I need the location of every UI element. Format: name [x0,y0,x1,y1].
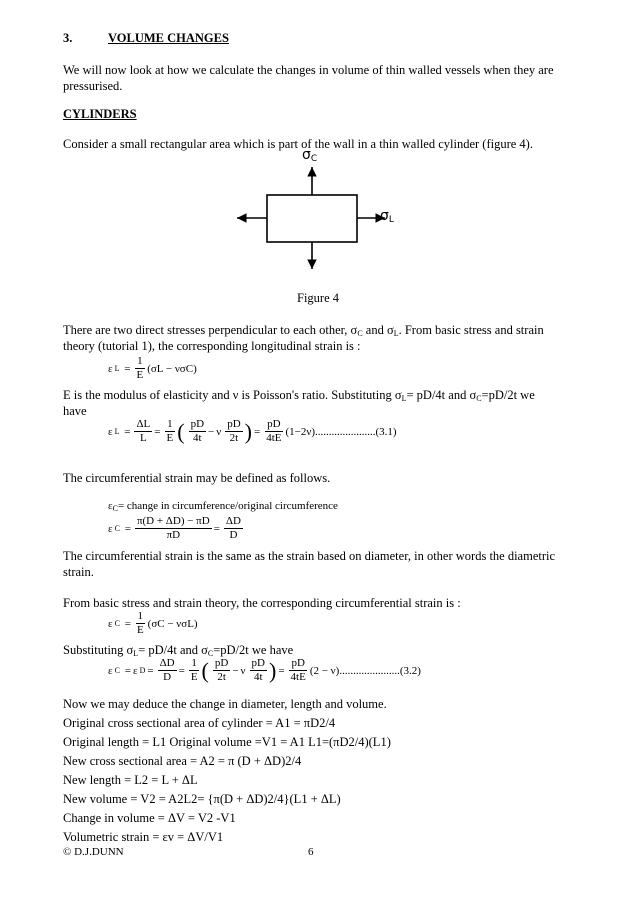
equation-long-strain: ε L = $\frac{1}{E}$ (σL − νσC) [108,355,197,381]
footer-page-number: 6 [308,846,314,858]
para-theory: theory (tutorial 1), the corresponding longitudinal strain is : [63,339,361,353]
figure-caption: Figure 4 [297,291,340,305]
line-volumetric-strain: Volumetric strain = εv = ΔV/V1 [63,830,224,844]
line-change-volume: Change in volume = ΔV = V2 -V1 [63,811,236,825]
equation-3-1: ε L = $\frac{\Delta L}{L}$ = $\frac{1}{E}$ ( $\frac{pD}{4t}$ − ν $\frac{pD}{2t}$ ) = $\frac{pD}{4tE}$ (1−2ν)......................(3.1) [108,418,397,444]
footer-author: © D.J.DUNN [63,846,124,858]
para-modulus: E is the modulus of elasticity and ν is Poisson's ratio. Substituting $\sigma_L= pD/4t$ and $\sigma_C=pD/2t$ we [63,388,535,403]
line-deduce: Now we may deduce the change in diameter, length and volume. [63,697,387,711]
intro-line-2: pressurised. [63,79,123,93]
section-number: 3. [63,31,73,45]
subheading-cylinders: CYLINDERS [63,107,137,121]
line-orig-area: Original cross sectional area of cylinder = A1 = πD2/4 [63,716,336,730]
section-title: VOLUME CHANGES [108,31,229,45]
para-diametric-2: strain. [63,565,94,579]
para-have: have [63,404,87,418]
intro-line-1: We will now look at how we calculate the changes in volume of thin walled vessels when they are [63,63,554,77]
line-new-length: New length = L2 = L + ΔL [63,773,198,787]
equation-3-2: ε C = ε D = $\frac{\Delta D}{D}$ = $\frac{1}{E}$ ( $\frac{pD}{2t}$ − ν $\frac{pD}{4t}$ ) = $\frac{pD}{4tE}$ (2 − ν)......................(3.2) [108,657,421,683]
line-new-area: New cross sectional area = A2 = π (D + ΔD)2/4 [63,754,302,768]
label-sigma-l: $\sigma_L$ [380,208,394,225]
equation-circ-definition: $\varepsilon_C=$ change in circumference/original circumference [108,500,338,513]
para-circ-theory: From basic stress and strain theory, the corresponding circumferential strain is : [63,596,461,610]
para-stresses: There are two direct stresses perpendicular to each other, $\sigma_C$ and $\sigma_L$. From basic stress and strain [63,323,544,338]
equation-circ-strain: ε C = $\frac{\pi(D + \Delta D) - \pi D}{\pi D}$ = $\frac{\Delta D}{D}$ [108,515,241,541]
consider-text: Consider a small rectangular area which is part of the wall in a thin walled cylinder (figure 4). [63,137,533,151]
equation-circ-hooke: ε C = $\frac{1}{E}$ (σC − νσL) [108,610,198,636]
stress-element-rect [267,195,357,242]
para-diametric-1: The circumferential strain is the same as the strain based on diameter, in other words the diametric [63,549,556,563]
line-new-volume: New volume = V2 = A2L2= {π(D + ΔD)2/4}(L1 + ΔL) [63,792,341,806]
para-substituting: Substituting $\sigma_L= pD/4t$ and $\sigma_C=pD/2t$ we have [63,643,294,658]
label-sigma-c: $\sigma_C$ [302,147,318,164]
para-circ-def: The circumferential strain may be defined as follows. [63,471,331,485]
line-orig-length-volume: Original length = L1 Original volume =V1 = A1 L1=(πD2/4)(L1) [63,735,391,749]
figure-4-diagram [225,145,405,280]
